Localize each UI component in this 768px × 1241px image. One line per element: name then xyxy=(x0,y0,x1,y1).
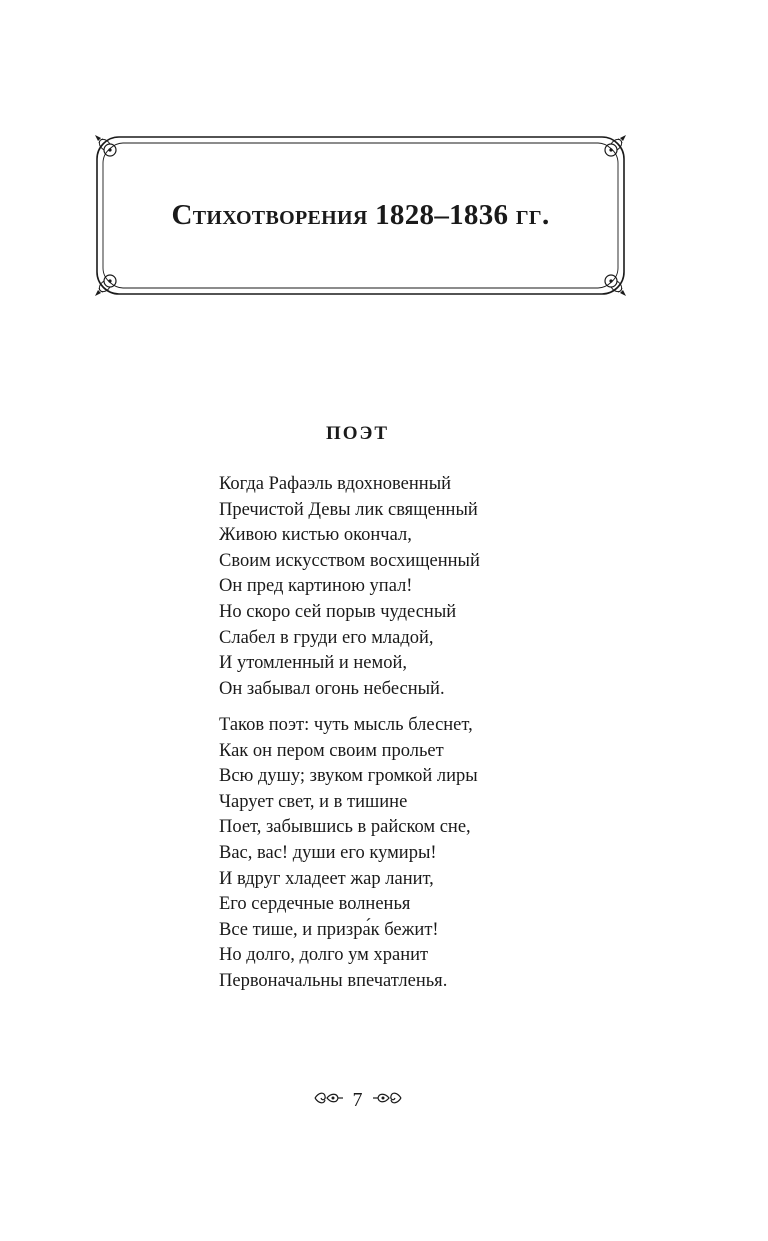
poem-line: И вдруг хладеет жар ланит, xyxy=(219,868,434,889)
poem-line: Первоначальны впечатленья. xyxy=(219,970,448,991)
stanza-1 xyxy=(219,472,480,702)
poem-line: Живою кистью окончал, xyxy=(219,525,412,546)
poem-line: Чарует свет, и в тишине xyxy=(219,791,408,812)
poem-line: Вас, вас! души его кумиры! xyxy=(219,842,437,863)
poem-line: Все тише, и призра́к бежит! xyxy=(219,919,439,940)
flourish-left-icon xyxy=(313,1089,345,1112)
poem-line: Как он пером своим прольет xyxy=(219,740,444,761)
page-footer xyxy=(0,1089,715,1112)
poem-line: Всю душу; звуком громкой лиры xyxy=(219,766,478,787)
poem-line: Таков поэт: чуть мысль блеснет, xyxy=(219,715,473,735)
poem-line: Он забывал огонь небесный. xyxy=(219,678,445,699)
section-title-years: 1828–1836 xyxy=(375,199,509,231)
flourish-right-icon xyxy=(371,1089,403,1112)
section-title xyxy=(93,133,628,298)
section-title-text: Стихотворения xyxy=(171,199,368,231)
poem-line: Когда Рафаэль вдохновенный xyxy=(219,474,452,494)
section-title-suffix: гг. xyxy=(515,199,550,231)
poem-line: Он пред картиною упал! xyxy=(219,576,413,597)
stanza-2 xyxy=(219,713,478,995)
page-number: 7 xyxy=(352,1089,363,1111)
poem-title: ПОЭТ xyxy=(325,423,390,444)
poem-line: Его сердечные волненья xyxy=(219,894,411,915)
poem-line: Поет, забывшись в райском сне, xyxy=(219,817,471,838)
poem-line: И утомленный и немой, xyxy=(219,653,407,674)
poem-line: Пречистой Девы лик священный xyxy=(219,499,478,520)
poem-line: Слабел в груди его младой, xyxy=(219,627,434,648)
poem-line: Но скоро сей порыв чудесный xyxy=(219,601,457,622)
poem-line: Но долго, долго ум хранит xyxy=(219,945,429,966)
poem-line: Своим искусством восхищенный xyxy=(219,550,480,571)
